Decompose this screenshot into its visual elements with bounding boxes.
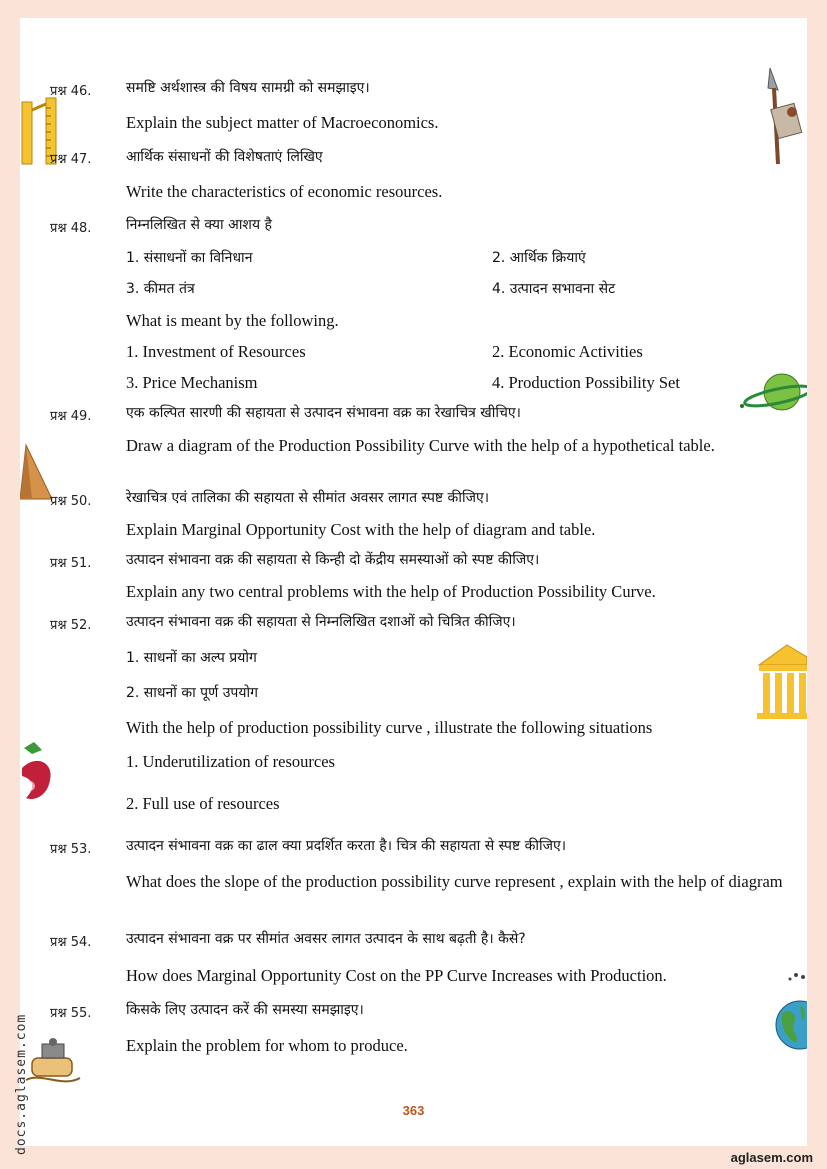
question-number: प्रश्न 49. — [50, 409, 92, 424]
question-text-hindi: एक कल्पित सारणी की सहायता से उत्पादन संभावना वक्र का रेखाचित्र खीचिए। — [126, 405, 521, 421]
question-list — [20, 18, 807, 1146]
question-number: प्रश्न 50. — [50, 494, 92, 509]
question-text-english: Draw a diagram of the Production Possibility Curve with the help of a hypothetical table. — [126, 436, 715, 455]
question-text-hindi: उत्पादन संभावना वक्र की सहायता से निम्नलिखित दशाओं को चित्रित कीजिए। — [126, 614, 516, 630]
option-hindi: 1. साधनों का अल्प प्रयोग — [126, 650, 257, 666]
question-text-hindi: निम्नलिखित से क्या आशय है — [126, 217, 272, 233]
question-text-english: What is meant by the following. — [126, 311, 339, 330]
question-text-english: Explain Marginal Opportunity Cost with the help of diagram and table. — [126, 520, 596, 539]
question-number: प्रश्न 55. — [50, 1006, 92, 1021]
question-number: प्रश्न 47. — [50, 152, 92, 167]
question-text-hindi: रेखाचित्र एवं तालिका की सहायता से सीमांत अवसर लागत स्पष्ट कीजिए। — [126, 490, 490, 506]
question-text-hindi: उत्पादन संभावना वक्र की सहायता से किन्ही दो केंद्रीय समस्याओं को स्पष्ट कीजिए। — [126, 552, 540, 568]
question-text-english: Explain the problem for whom to produce. — [126, 1036, 408, 1055]
option-hindi: 3. कीमत तंत्र — [126, 281, 195, 297]
question-text-hindi: उत्पादन संभावना वक्र का ढाल क्या प्रदर्शित करता है। चित्र की सहायता से स्पष्ट कीजिए। — [126, 838, 567, 854]
question-number: प्रश्न 52. — [50, 618, 92, 633]
option-english: 2. Full use of resources — [126, 794, 280, 813]
option-hindi: 2. साधनों का पूर्ण उपयोग — [126, 685, 258, 701]
option-english: 1. Investment of Resources — [126, 342, 306, 361]
option-english: 3. Price Mechanism — [126, 373, 258, 392]
question-text-english: Explain the subject matter of Macroeconomics. — [126, 113, 439, 132]
document-page — [20, 18, 807, 1146]
question-text-english: With the help of production possibility curve , illustrate the following situations — [126, 718, 653, 737]
question-text-english: Explain any two central problems with the help of Production Possibility Curve. — [126, 582, 656, 601]
option-hindi: 2. आर्थिक क्रियाएं — [492, 250, 586, 266]
question-text-hindi: किसके लिए उत्पादन करें की समस्या समझाइए। — [126, 1002, 364, 1018]
question-text-english: How does Marginal Opportunity Cost on the PP Curve Increases with Production. — [126, 966, 667, 985]
question-number: प्रश्न 53. — [50, 842, 92, 857]
question-text-hindi: समष्टि अर्थशास्त्र की विषय सामग्री को समझाइए। — [126, 80, 370, 96]
option-hindi: 4. उत्पादन सभावना सेट — [492, 281, 616, 297]
question-number: प्रश्न 46. — [50, 84, 92, 99]
footer-site-link[interactable]: aglasem.com — [730, 1150, 813, 1165]
question-number: प्रश्न 48. — [50, 221, 92, 236]
option-english: 2. Economic Activities — [492, 342, 643, 361]
question-text-english: What does the slope of the production possibility curve represent , explain with the help of diagram — [126, 872, 783, 891]
question-number: प्रश्न 54. — [50, 935, 92, 950]
option-hindi: 1. संसाधनों का विनिधान — [126, 250, 253, 266]
option-english: 4. Production Possibility Set — [492, 373, 680, 392]
page-number: 363 — [402, 1103, 425, 1118]
question-text-english: Write the characteristics of economic resources. — [126, 182, 443, 201]
question-number: प्रश्न 51. — [50, 556, 92, 571]
watermark: docs.aglasem.com — [14, 1013, 29, 1155]
question-text-hindi: उत्पादन संभावना वक्र पर सीमांत अवसर लागत उत्पादन के साथ बढ़ती है। कैसे? — [126, 931, 526, 947]
option-english: 1. Underutilization of resources — [126, 752, 335, 771]
question-text-hindi: आर्थिक संसाधनों की विशेषताएं लिखिए — [126, 149, 323, 165]
